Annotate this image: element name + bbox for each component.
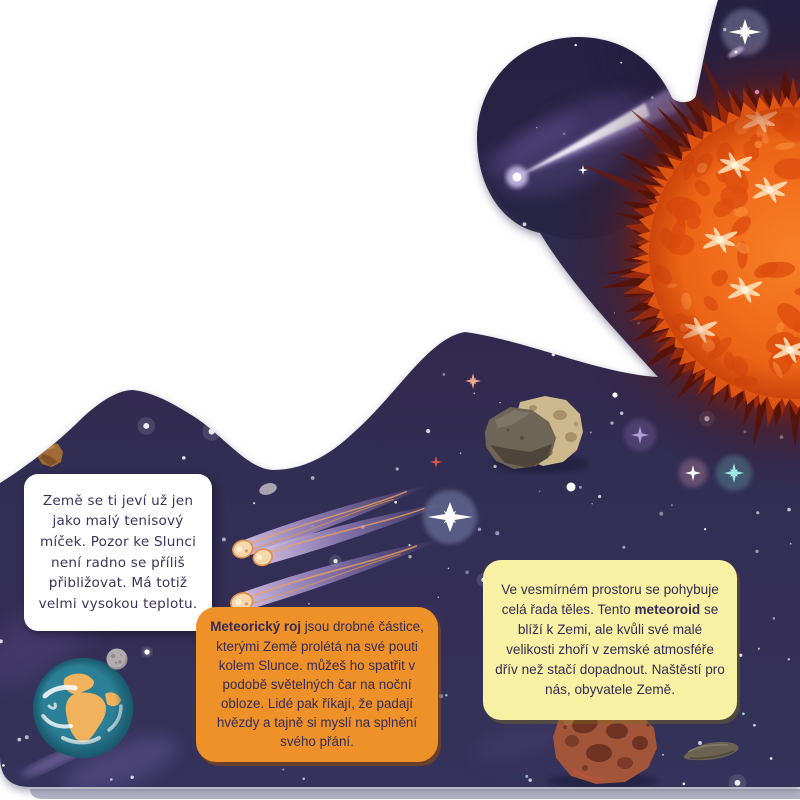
- orange-caption-box: [196, 607, 438, 762]
- planet-earth: [33, 658, 133, 758]
- white-caption-box: [24, 474, 212, 631]
- yellow-caption-text: Ve vesmírném prostoru se pohybuje celá řada těles. Tento meteoroid se blíží k Zemi, ale kvůli své malé velikosti zhoří v zemské atmosféře dřív než stačí dopadnout. Naštěstí pro nás, obyvatele Země.: [495, 582, 725, 697]
- yellow-caption-box: [483, 560, 737, 720]
- white-caption-text: Země se ti jeví už jen jako malý tenisový míček. Pozor ke Slunci není radno se příliš přibližovat. Má totiž velmi vysokou teplotu.: [38, 492, 198, 612]
- moon: [107, 649, 128, 670]
- orange-caption-lead: Meteorický roj: [210, 619, 301, 635]
- yellow-caption-bold-word: meteoroid: [634, 602, 701, 618]
- page-bottom-edge: [0, 787, 800, 800]
- orange-caption-text: Meteorický roj jsou drobné částice, kterými Země prolétá na své pouti kolem Slunce. můžeš ho spatřit v podobě světelných čar na noční obloze. Lidé pak říkají, že padají hvězdy a tajně si myslí na splnění svého přání.: [210, 619, 424, 750]
